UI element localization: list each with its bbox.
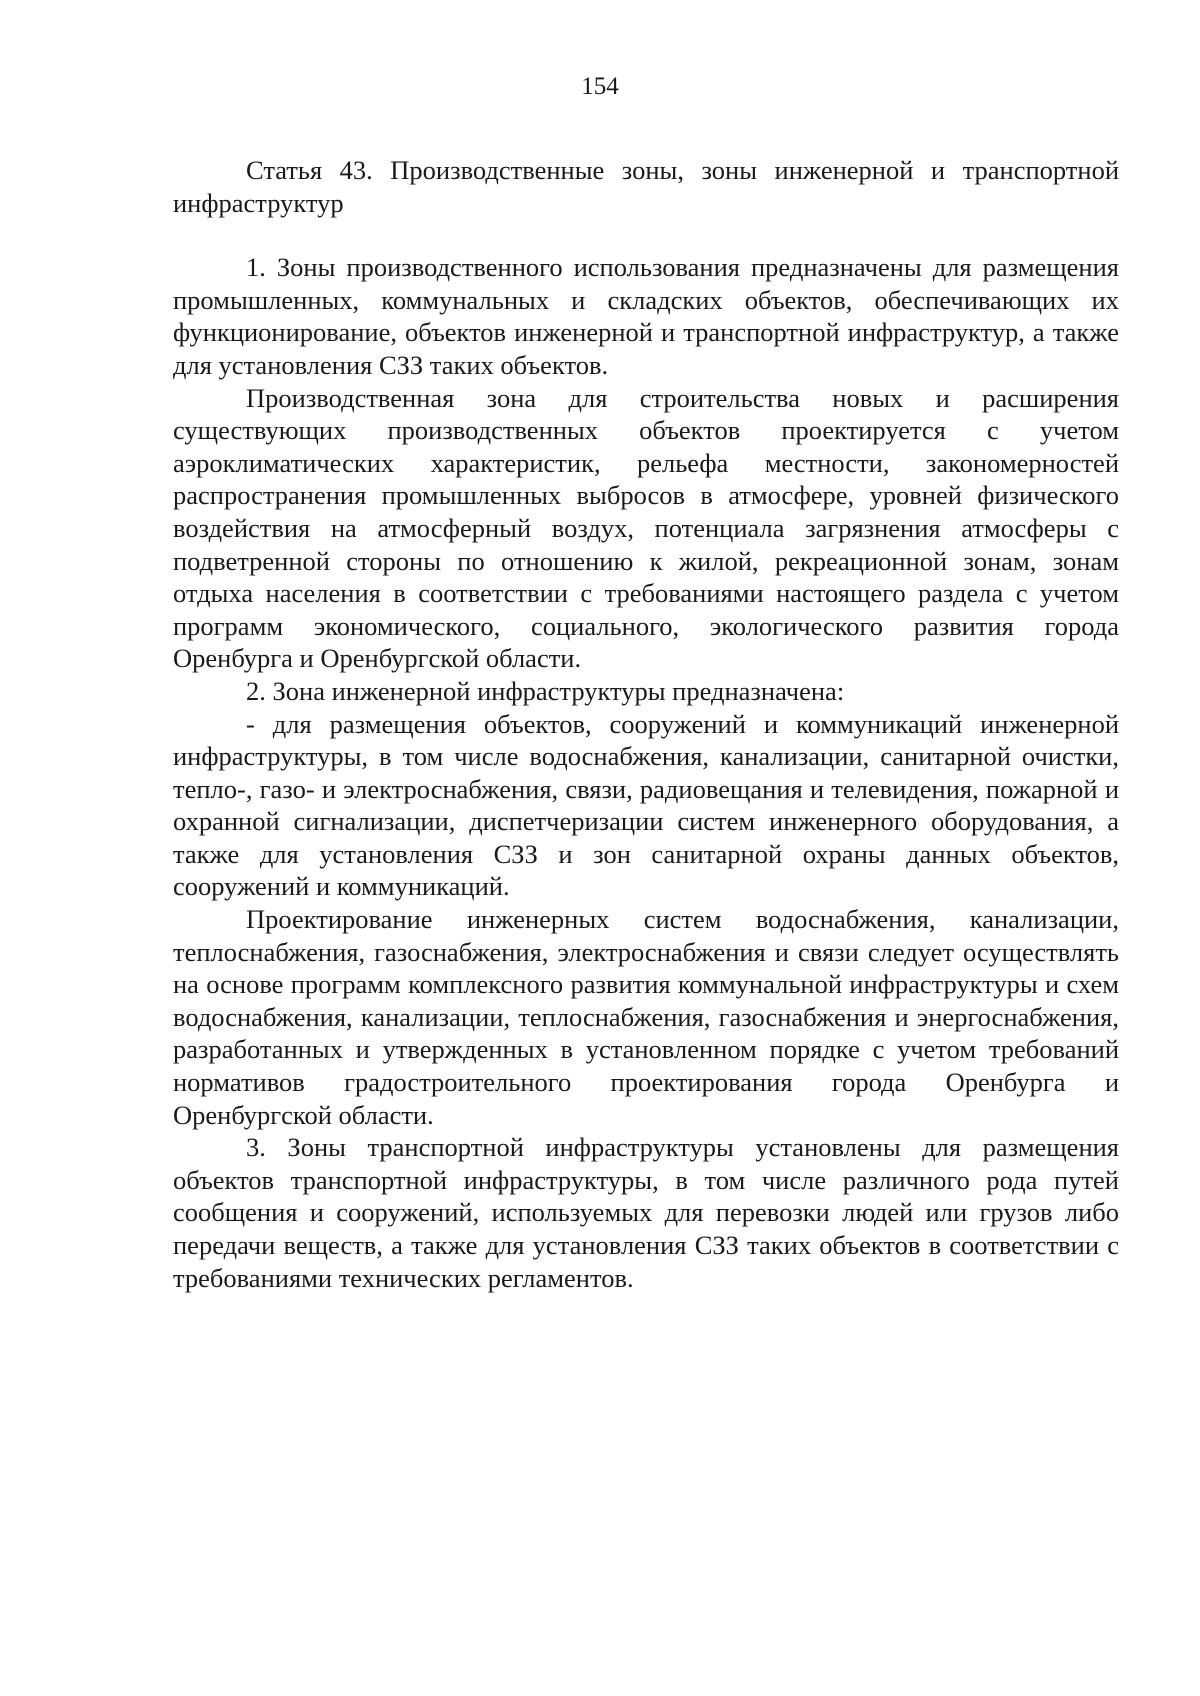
paragraph-engineering-systems-design: Проектирование инженерных систем водоснабжения, канализации, теплоснабжения, газоснабжения, электроснабжения и связи следует осуществлять на основе программ комплексного развития коммунальной инфраструктуры и схем водоснабжения, канализации, теплоснабжения, газоснабжения и энергоснабжения, разработанных и утвержденных в установленном порядке с учетом требований нормативов градостроительного проектирования города Оренбурга и Оренбургской области. (173, 904, 1119, 1130)
paragraph-zones-production: 1. Зоны производственного использования предназначены для размещения промышленных, коммунальных и складских объектов, обеспечивающих их функционирование, объектов инженерной и транспортной инфраструктур, а также для установления СЗЗ таких объектов. (173, 252, 1119, 380)
paragraph-production-zone-design: Производственная зона для строительства новых и расширения существующих производственных объектов проектируется с учетом аэроклиматических характеристик, рельефа местности, закономерностей распространения промышленных выбросов в атмосфере, уровней физического воздействия на атмосферный воздух, потенциала загрязнения атмосферы с подветренной стороны по отношению к жилой, рекреационной зонам, зонам отдыха населения в соответствии с требованиями настоящего раздела с учетом программ экономического, социального, экологического развития города Оренбурга и Оренбургской области. (173, 382, 1119, 674)
article-body (173, 154, 1119, 1294)
article-title: Статья 43. Производственные зоны, зоны инженерной и транспортной инфраструктур (173, 155, 1119, 218)
paragraph-engineering-zone-purpose: - для размещения объектов, сооружений и коммуникаций инженерной инфраструктуры, в том числе водоснабжения, канализации, санитарной очистки, тепло-, газо- и электроснабжения, связи, радиовещания и телевидения, пожарной и охранной сигнализации, диспетчеризации систем инженерного оборудования, а также для установления СЗЗ и зон санитарной охраны данных объектов, сооружений и коммуникаций. (173, 708, 1119, 902)
paragraph-engineering-zone-heading: 2. Зона инженерной инфраструктуры предназначена: (246, 675, 845, 706)
paragraph-transport-zones: 3. Зоны транспортной инфраструктуры установлены для размещения объектов транспортной инфраструктуры, в том числе различного рода путей сообщения и сооружений, используемых для перевозки людей или грузов либо передачи веществ, а также для установления СЗЗ таких объектов в соответствии с требованиями технических регламентов. (173, 1132, 1119, 1293)
page-number: 154 (581, 73, 619, 100)
